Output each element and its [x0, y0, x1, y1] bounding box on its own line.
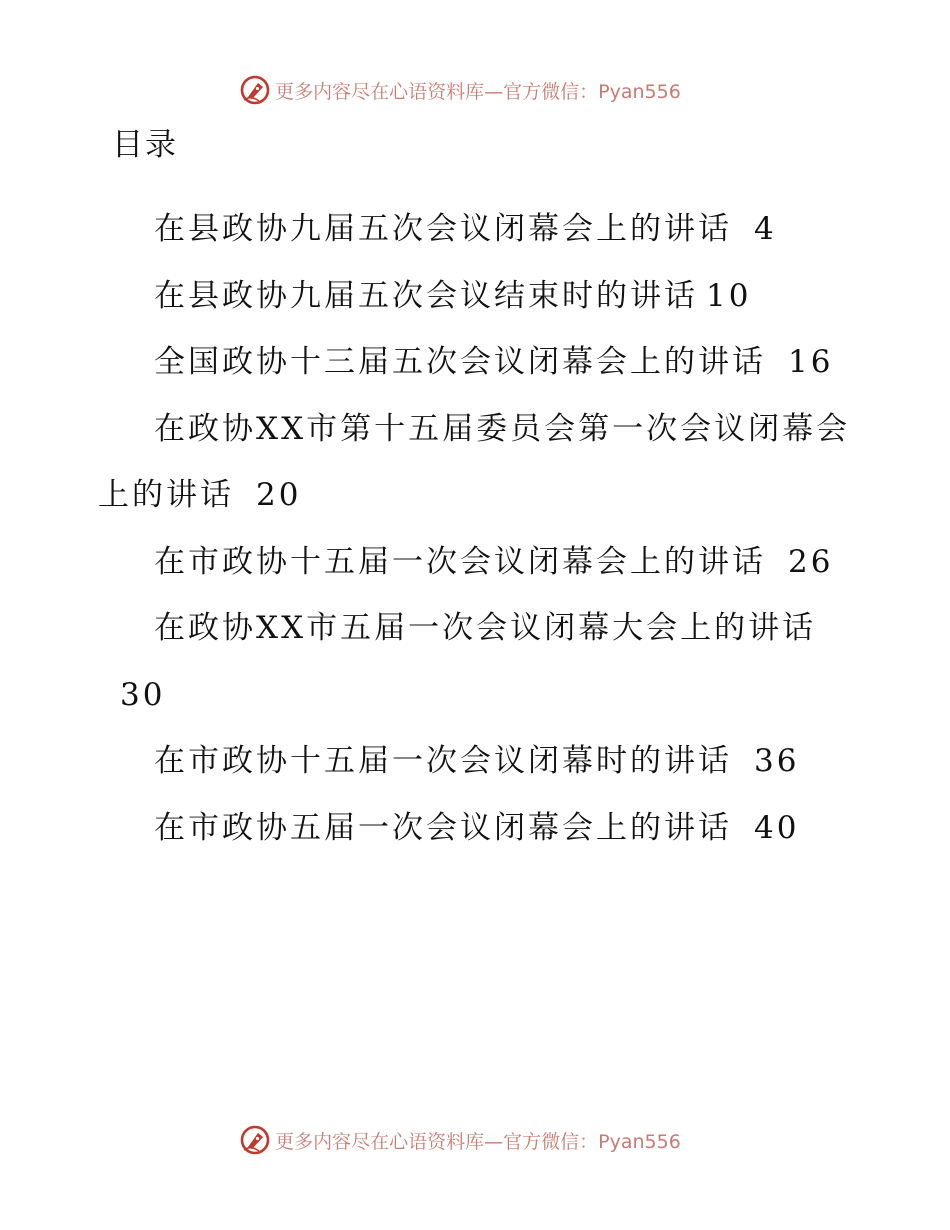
toc-item[interactable]: [98, 595, 858, 728]
header-watermark: [0, 72, 950, 108]
toc-item-page: 4: [754, 211, 777, 247]
watermark-text: 更多内容尽在心语资料库—官方微信：Pyan556: [275, 1130, 681, 1153]
toc-item-title: 在县政协九届五次会议闭幕会上的讲话: [154, 211, 732, 247]
watermark-text: 更多内容尽在心语资料库—官方微信：Pyan556: [275, 80, 681, 103]
toc-item[interactable]: [98, 329, 858, 396]
toc-item-page: 16: [788, 344, 834, 380]
toc-item[interactable]: [98, 196, 858, 263]
pen-nib-logo-icon: [239, 1124, 271, 1156]
toc-item-page: 10: [706, 277, 752, 314]
toc-item-title: 全国政协十三届五次会议闭幕会上的讲话: [154, 344, 766, 380]
toc-item-page: 30: [120, 676, 166, 713]
table-of-contents: [98, 196, 858, 861]
toc-item[interactable]: [98, 529, 858, 596]
toc-item-title: 在市政协十五届一次会议闭幕会上的讲话: [154, 543, 766, 580]
toc-item[interactable]: [98, 795, 858, 862]
toc-item-title: 在市政协五届一次会议闭幕会上的讲话: [154, 809, 732, 846]
toc-item-title: 在县政协九届五次会议结束时的讲话: [154, 277, 698, 314]
toc-item[interactable]: [98, 728, 858, 795]
toc-item-page: 40: [754, 809, 800, 846]
page-title: 目录: [112, 127, 178, 163]
toc-item[interactable]: [98, 263, 858, 330]
toc-item[interactable]: [98, 396, 858, 529]
toc-item-page: 36: [754, 743, 800, 779]
footer-watermark: [0, 1122, 950, 1158]
toc-item-page: 20: [256, 477, 302, 513]
toc-item-page: 26: [788, 543, 834, 580]
toc-item-title: 在市政协十五届一次会议闭幕时的讲话: [154, 743, 732, 779]
toc-item-title: 在政协XX市五届一次会议闭幕大会上的讲话: [154, 610, 817, 646]
toc-item-title: 在政协XX市第十五届委员会第一次会议闭幕会上的讲话: [98, 410, 851, 513]
pen-nib-logo-icon: [239, 74, 271, 106]
